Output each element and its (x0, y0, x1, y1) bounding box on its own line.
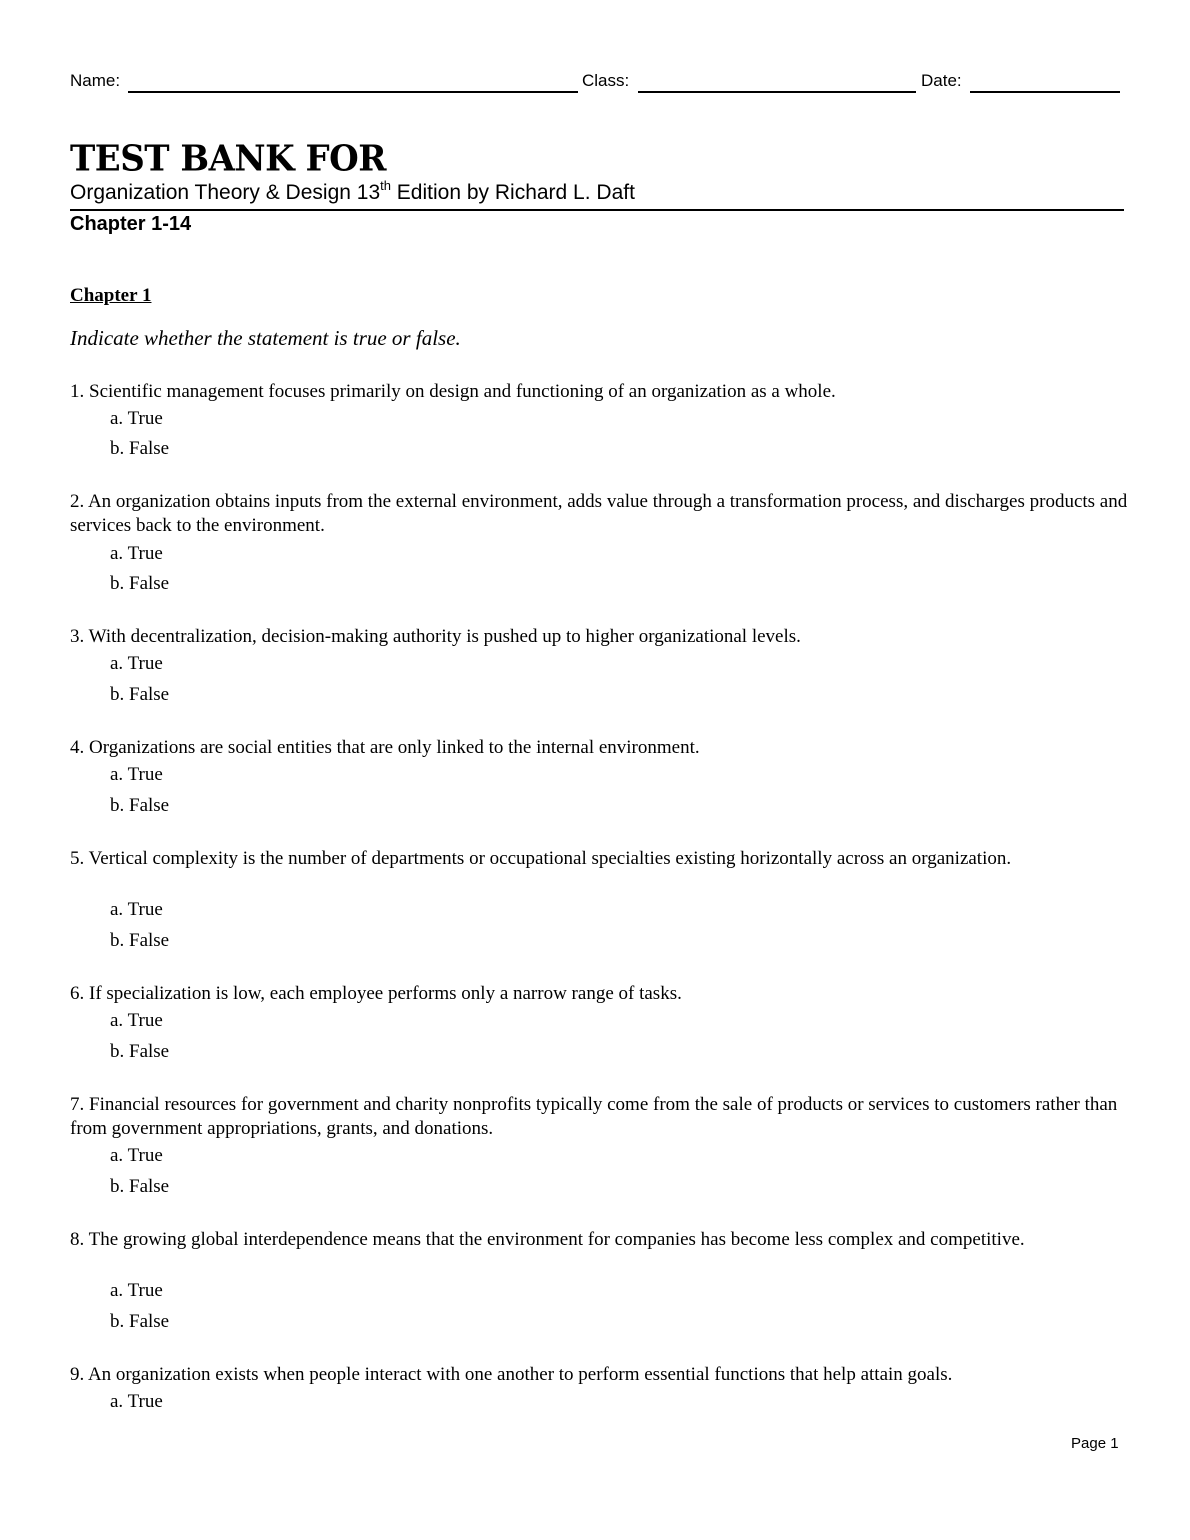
option-false[interactable]: b. False (110, 795, 170, 816)
option-true[interactable]: a. True (110, 899, 163, 920)
chapter-heading: Chapter 1 (70, 285, 152, 306)
subtitle-main: Organization Theory & Design 13 (70, 181, 381, 204)
name-field-line[interactable] (128, 91, 578, 93)
option-true[interactable]: a. True (110, 764, 163, 785)
question-5: 5. Vertical complexity is the number of departments or occupational specialties existing horizontally across an organization. (70, 848, 1012, 869)
question-4: 4. Organizations are social entities that are only linked to the internal environment. (70, 737, 700, 758)
option-false[interactable]: b. False (110, 1176, 170, 1197)
question-3: 3. With decentralization, decision-making authority is pushed up to higher organizational levels. (70, 626, 801, 647)
chapters-range: Chapter 1-14 (70, 213, 192, 235)
date-field-line[interactable] (970, 91, 1120, 93)
subtitle-superscript: th (380, 178, 391, 193)
question-7: 7. Financial resources for government and charity nonprofits typically come from the sale of products or services to customers rather than from government appropriations, grants, and donations. (70, 1094, 1118, 1139)
option-true[interactable]: a. True (110, 1391, 163, 1412)
option-true[interactable]: a. True (110, 653, 163, 674)
date-label: Date: (921, 71, 962, 90)
option-true[interactable]: a. True (110, 1280, 163, 1301)
subtitle-rest: Edition by Richard L. Daft (390, 181, 635, 204)
class-label: Class: (582, 71, 630, 90)
option-true[interactable]: a. True (110, 1145, 163, 1166)
question-8: 8. The growing global interdependence means that the environment for companies has become less complex and competitive. (70, 1229, 1025, 1250)
question-6: 6. If specialization is low, each employee performs only a narrow range of tasks. (70, 983, 682, 1004)
instruction-text: Indicate whether the statement is true or false. (70, 326, 461, 350)
name-label: Name: (70, 71, 121, 90)
option-false[interactable]: b. False (110, 684, 170, 705)
title-divider (70, 209, 1124, 211)
option-true[interactable]: a. True (110, 1010, 163, 1031)
page-number: Page 1 (1071, 1435, 1119, 1452)
class-field-line[interactable] (638, 91, 916, 93)
option-false[interactable]: b. False (110, 1311, 170, 1332)
header-fields (70, 71, 1122, 95)
page-title: TEST BANK FOR (70, 138, 387, 180)
option-false[interactable]: b. False (110, 573, 170, 594)
question-1: 1. Scientific management focuses primarily on design and functioning of an organization as a whole. (70, 381, 836, 402)
option-false[interactable]: b. False (110, 1041, 170, 1062)
question-2: 2. An organization obtains inputs from the external environment, adds value through a transformation process, and discharges products and services back to the environment. (70, 491, 1128, 536)
option-true[interactable]: a. True (110, 408, 163, 429)
option-false[interactable]: b. False (110, 930, 170, 951)
option-false[interactable]: b. False (110, 438, 170, 459)
question-9: 9. An organization exists when people interact with one another to perform essential functions that help attain goals. (70, 1364, 953, 1385)
option-true[interactable]: a. True (110, 543, 163, 564)
book-subtitle (70, 178, 635, 205)
